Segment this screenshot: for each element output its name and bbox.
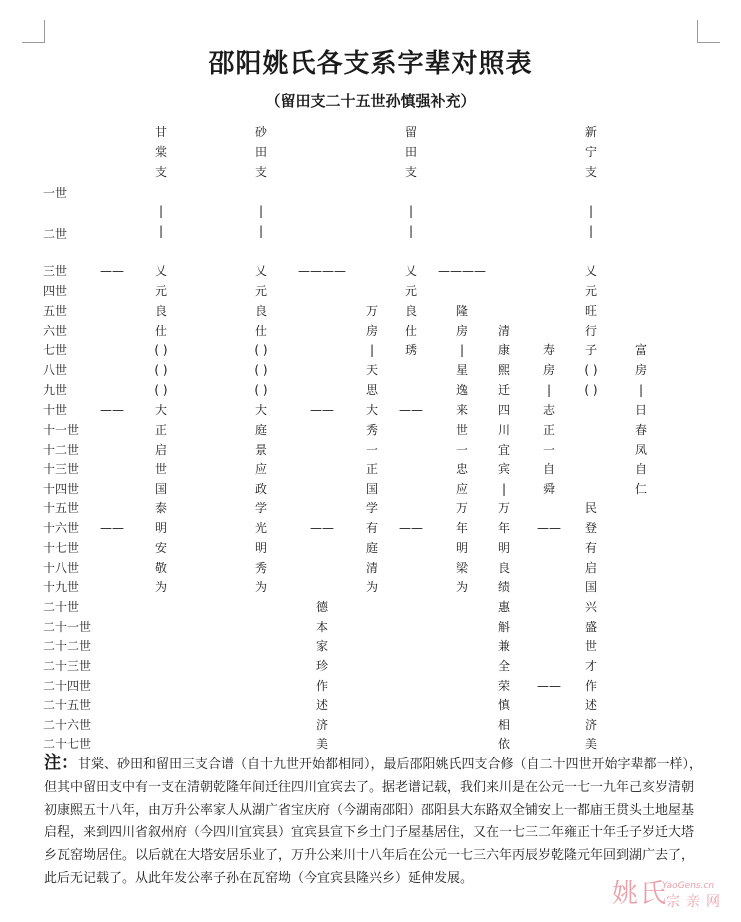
lineage-cell: —— xyxy=(100,521,124,535)
lineage-cell: 民 xyxy=(584,501,598,515)
lineage-cell: 明 xyxy=(497,541,511,555)
lineage-cell: 良 xyxy=(254,304,268,318)
generation-label: 二十四世 xyxy=(43,679,92,693)
lineage-cell: ( ) xyxy=(154,383,168,397)
generation-label: 十六世 xyxy=(43,521,80,535)
lineage-cell: 宁 xyxy=(584,145,598,159)
lineage-cell: 明 xyxy=(254,541,268,555)
lineage-cell: ( ) xyxy=(254,383,268,397)
lineage-cell: 盛 xyxy=(584,620,598,634)
lineage-cell: 甘 xyxy=(154,125,168,139)
generation-label: 十三世 xyxy=(43,462,80,476)
lineage-cell: 乂 xyxy=(254,264,268,278)
lineage-cell: 子 xyxy=(584,343,598,357)
lineage-cell: 秀 xyxy=(254,561,268,575)
lineage-cell: 正 xyxy=(154,423,168,437)
lineage-cell: 济 xyxy=(584,718,598,732)
lineage-cell: 自 xyxy=(542,462,556,476)
generation-label: 二世 xyxy=(43,227,68,241)
lineage-cell: 房 xyxy=(365,324,379,338)
lineage-cell: 富 xyxy=(634,343,648,357)
lineage-cell: 棠 xyxy=(154,145,168,159)
lineage-cell: ( ) xyxy=(584,383,598,397)
lineage-cell: 作 xyxy=(584,679,598,693)
lineage-cell: 启 xyxy=(584,561,598,575)
lineage-cell: —— xyxy=(399,403,423,417)
lineage-cell: 宾 xyxy=(497,462,511,476)
lineage-cell: 一 xyxy=(542,443,556,457)
lineage-cell: ( ) xyxy=(254,363,268,377)
lineage-cell: 新 xyxy=(584,125,598,139)
generation-label: 九世 xyxy=(43,383,68,397)
generation-label: 五世 xyxy=(43,304,68,318)
lineage-cell: 有 xyxy=(365,521,379,535)
lineage-cell: 房 xyxy=(634,363,648,377)
lineage-cell: 川 xyxy=(497,423,511,437)
lineage-cell: 相 xyxy=(497,718,511,732)
lineage-cell: | xyxy=(408,204,414,218)
lineage-cell: —— xyxy=(537,679,561,693)
lineage-cell: 迁 xyxy=(497,383,511,397)
lineage-cell: 庭 xyxy=(254,423,268,437)
footnote-label: 注： xyxy=(44,753,78,773)
lineage-cell: 砂 xyxy=(254,125,268,139)
lineage-cell: 安 xyxy=(154,541,168,555)
lineage-cell: 大 xyxy=(365,403,379,417)
lineage-cell: 绩 xyxy=(497,580,511,594)
lineage-cell: | xyxy=(501,482,507,496)
lineage-cell: ( ) xyxy=(154,363,168,377)
lineage-cell: 大 xyxy=(154,403,168,417)
lineage-cell: 一 xyxy=(455,443,469,457)
lineage-cell: 自 xyxy=(634,462,648,476)
lineage-cell: 万 xyxy=(455,501,469,515)
lineage-cell: 支 xyxy=(254,165,268,179)
generation-label: 十八世 xyxy=(43,561,80,575)
lineage-cell: 登 xyxy=(584,521,598,535)
lineage-cell: 惠 xyxy=(497,600,511,614)
lineage-cell: 庭 xyxy=(365,541,379,555)
lineage-cell: 凤 xyxy=(634,443,648,457)
lineage-cell: 乂 xyxy=(404,264,418,278)
lineage-cell: —— xyxy=(537,521,561,535)
lineage-cell: 学 xyxy=(365,501,379,515)
lineage-cell: 有 xyxy=(584,541,598,555)
lineage-cell: 才 xyxy=(584,659,598,673)
generation-label: 四世 xyxy=(43,284,68,298)
lineage-cell: 房 xyxy=(542,363,556,377)
lineage-cell: 田 xyxy=(404,145,418,159)
lineage-cell: 乂 xyxy=(584,264,598,278)
lineage-cell: 正 xyxy=(542,423,556,437)
lineage-cell: 仕 xyxy=(404,324,418,338)
lineage-cell: | xyxy=(158,204,164,218)
lineage-cell: 斛 xyxy=(497,620,511,634)
lineage-cell: 天 xyxy=(365,363,379,377)
lineage-cell: 舜 xyxy=(542,482,556,496)
lineage-cell: 日 xyxy=(634,403,648,417)
lineage-cell: | xyxy=(158,224,164,238)
lineage-cell: | xyxy=(588,224,594,238)
lineage-cell: 慎 xyxy=(497,698,511,712)
lineage-cell: 为 xyxy=(254,580,268,594)
footnote-text: 甘棠、砂田和留田三支合谱（自十九世开始都相同），最后邵阳姚氏四支合修（自二十四世开始字辈都一样），但其中留田支中有一支在清朝乾隆年间迁往四川宜宾去了。据老谱记载，我们来川是在公元一七一九年己亥岁清朝初康熙五十八年，由万升公率家人从湖广省宝庆府（今湖南邵阳）邵阳县大东路双全铺安上一都庙王贯头土地屋基启程，来到四川省叙州府（今四川宜宾县）宜宾县宣下乡土门子屋基居住，又在一七三二年雍正十年壬子岁迁大塔乡瓦窑坳居住。以后就在大塔安居乐业了，万升公来川十八年后在公元一七三六年丙辰岁乾隆元年回到湖广去了，此后无记载了。从此年发公率子孙在瓦窑坳（今宜宾县隆兴乡）延伸发展。 xyxy=(44,757,703,886)
generation-label: 三世 xyxy=(43,264,68,278)
lineage-cell: | xyxy=(258,204,264,218)
lineage-cell: 泰 xyxy=(154,501,168,515)
lineage-cell: 四 xyxy=(497,403,511,417)
generation-label: 十二世 xyxy=(43,443,80,457)
lineage-cell: 良 xyxy=(404,304,418,318)
lineage-cell: 来 xyxy=(455,403,469,417)
lineage-cell: 明 xyxy=(154,521,168,535)
lineage-cell: 为 xyxy=(455,580,469,594)
lineage-cell: —— xyxy=(100,403,124,417)
lineage-cell: 济 xyxy=(315,718,329,732)
lineage-cell: 支 xyxy=(154,165,168,179)
lineage-cell: 国 xyxy=(154,482,168,496)
lineage-cell: 良 xyxy=(497,561,511,575)
lineage-cell: | xyxy=(546,383,552,397)
lineage-cell: 元 xyxy=(584,284,598,298)
lineage-cell: 支 xyxy=(584,165,598,179)
lineage-cell: 梁 xyxy=(455,561,469,575)
lineage-cell: 清 xyxy=(497,324,511,338)
lineage-cell: 一 xyxy=(365,443,379,457)
lineage-cell: —— xyxy=(310,521,334,535)
lineage-cell: 房 xyxy=(455,324,469,338)
lineage-cell: 旺 xyxy=(584,304,598,318)
lineage-cell: 家 xyxy=(315,639,329,653)
lineage-cell: ———— xyxy=(298,264,346,278)
lineage-cell: 为 xyxy=(365,580,379,594)
lineage-cell: 国 xyxy=(365,482,379,496)
generation-label: 二十世 xyxy=(43,600,80,614)
lineage-cell: 述 xyxy=(315,698,329,712)
lineage-cell: 思 xyxy=(365,383,379,397)
lineage-cell: 述 xyxy=(584,698,598,712)
lineage-cell: 熙 xyxy=(497,363,511,377)
lineage-cell: 为 xyxy=(154,580,168,594)
lineage-cell: 国 xyxy=(584,580,598,594)
lineage-cell: 逸 xyxy=(455,383,469,397)
footnote xyxy=(44,752,704,891)
lineage-cell: 本 xyxy=(315,620,329,634)
lineage-cell: 依 xyxy=(497,737,511,751)
lineage-cell: 景 xyxy=(254,443,268,457)
lineage-cell: 秀 xyxy=(365,423,379,437)
lineage-cell: 美 xyxy=(315,737,329,751)
lineage-cell: | xyxy=(408,224,414,238)
lineage-cell: 应 xyxy=(455,482,469,496)
lineage-cell: 元 xyxy=(254,284,268,298)
generation-label: 二十五世 xyxy=(43,698,92,712)
generation-label: 八世 xyxy=(43,363,68,377)
watermark-site-text: YaoGens.cn xyxy=(662,881,715,891)
lineage-cell: 明 xyxy=(455,541,469,555)
lineage-cell: 全 xyxy=(497,659,511,673)
lineage-cell: 仕 xyxy=(154,324,168,338)
lineage-cell: 元 xyxy=(404,284,418,298)
lineage-cell: 仕 xyxy=(254,324,268,338)
lineage-cell: 万 xyxy=(365,304,379,318)
lineage-cell: 启 xyxy=(154,443,168,457)
lineage-cell: 德 xyxy=(315,600,329,614)
lineage-cell: 良 xyxy=(154,304,168,318)
lineage-cell: 清 xyxy=(365,561,379,575)
lineage-cell: 宜 xyxy=(497,443,511,457)
generation-label: 十五世 xyxy=(43,501,80,515)
lineage-cell: 万 xyxy=(497,501,511,515)
lineage-cell: 世 xyxy=(455,423,469,437)
lineage-cell: ———— xyxy=(438,264,486,278)
generation-label: 六世 xyxy=(43,324,68,338)
lineage-cell: | xyxy=(638,383,644,397)
generation-label: 二十一世 xyxy=(43,620,92,634)
watermark-main-text: 姚氏 xyxy=(612,879,669,909)
lineage-cell: 行 xyxy=(584,324,598,338)
lineage-cell: | xyxy=(588,204,594,218)
lineage-cell: —— xyxy=(310,403,334,417)
generation-label: 十七世 xyxy=(43,541,80,555)
lineage-cell: 乂 xyxy=(154,264,168,278)
lineage-cell: 荣 xyxy=(497,679,511,693)
lineage-cell: 作 xyxy=(315,679,329,693)
lineage-cell: | xyxy=(258,224,264,238)
watermark-sub-text: 宗亲网 xyxy=(666,894,726,910)
lineage-cell: 康 xyxy=(497,343,511,357)
lineage-cell: 田 xyxy=(254,145,268,159)
lineage-cell: 世 xyxy=(154,462,168,476)
generation-label: 二十三世 xyxy=(43,659,92,673)
generation-label: 十四世 xyxy=(43,482,80,496)
lineage-cell: 隆 xyxy=(455,304,469,318)
lineage-cell: ( ) xyxy=(254,343,268,357)
site-watermark xyxy=(612,878,738,918)
generation-label: 二十七世 xyxy=(43,737,92,751)
lineage-cell: ( ) xyxy=(584,363,598,377)
page-subtitle: （留田支二十五世孙慎强补充） xyxy=(265,92,476,110)
generation-label: 十世 xyxy=(43,403,68,417)
lineage-cell: 正 xyxy=(365,462,379,476)
generation-label: 一世 xyxy=(43,186,68,200)
lineage-cell: 应 xyxy=(254,462,268,476)
lineage-cell: 大 xyxy=(254,403,268,417)
generation-label: 二十二世 xyxy=(43,639,92,653)
lineage-cell: 志 xyxy=(542,403,556,417)
lineage-cell: 支 xyxy=(404,165,418,179)
lineage-cell: —— xyxy=(100,264,124,278)
lineage-cell: 忠 xyxy=(455,462,469,476)
lineage-cell: 珍 xyxy=(315,659,329,673)
lineage-cell: 兼 xyxy=(497,639,511,653)
generation-label: 七世 xyxy=(43,343,68,357)
lineage-cell: 学 xyxy=(254,501,268,515)
lineage-cell: 留 xyxy=(404,125,418,139)
lineage-cell: 世 xyxy=(584,639,598,653)
lineage-cell: —— xyxy=(399,521,423,535)
lineage-cell: 寿 xyxy=(542,343,556,357)
lineage-cell: 年 xyxy=(455,521,469,535)
generation-label: 二十六世 xyxy=(43,718,92,732)
lineage-cell: | xyxy=(459,343,465,357)
lineage-cell: 琇 xyxy=(404,343,418,357)
lineage-cell: ( ) xyxy=(154,343,168,357)
lineage-cell: 政 xyxy=(254,482,268,496)
lineage-cell: 仁 xyxy=(634,482,648,496)
lineage-cell: 美 xyxy=(584,737,598,751)
lineage-cell: 兴 xyxy=(584,600,598,614)
lineage-cell: 光 xyxy=(254,521,268,535)
generation-label: 十一世 xyxy=(43,423,80,437)
lineage-cell: 年 xyxy=(497,521,511,535)
lineage-cell: 敬 xyxy=(154,561,168,575)
lineage-cell: 星 xyxy=(455,363,469,377)
page-title: 邵阳姚氏各支系字辈对照表 xyxy=(208,49,533,79)
lineage-cell: 元 xyxy=(154,284,168,298)
lineage-cell: | xyxy=(369,343,375,357)
generation-label: 十九世 xyxy=(43,580,80,594)
lineage-cell: 春 xyxy=(634,423,648,437)
